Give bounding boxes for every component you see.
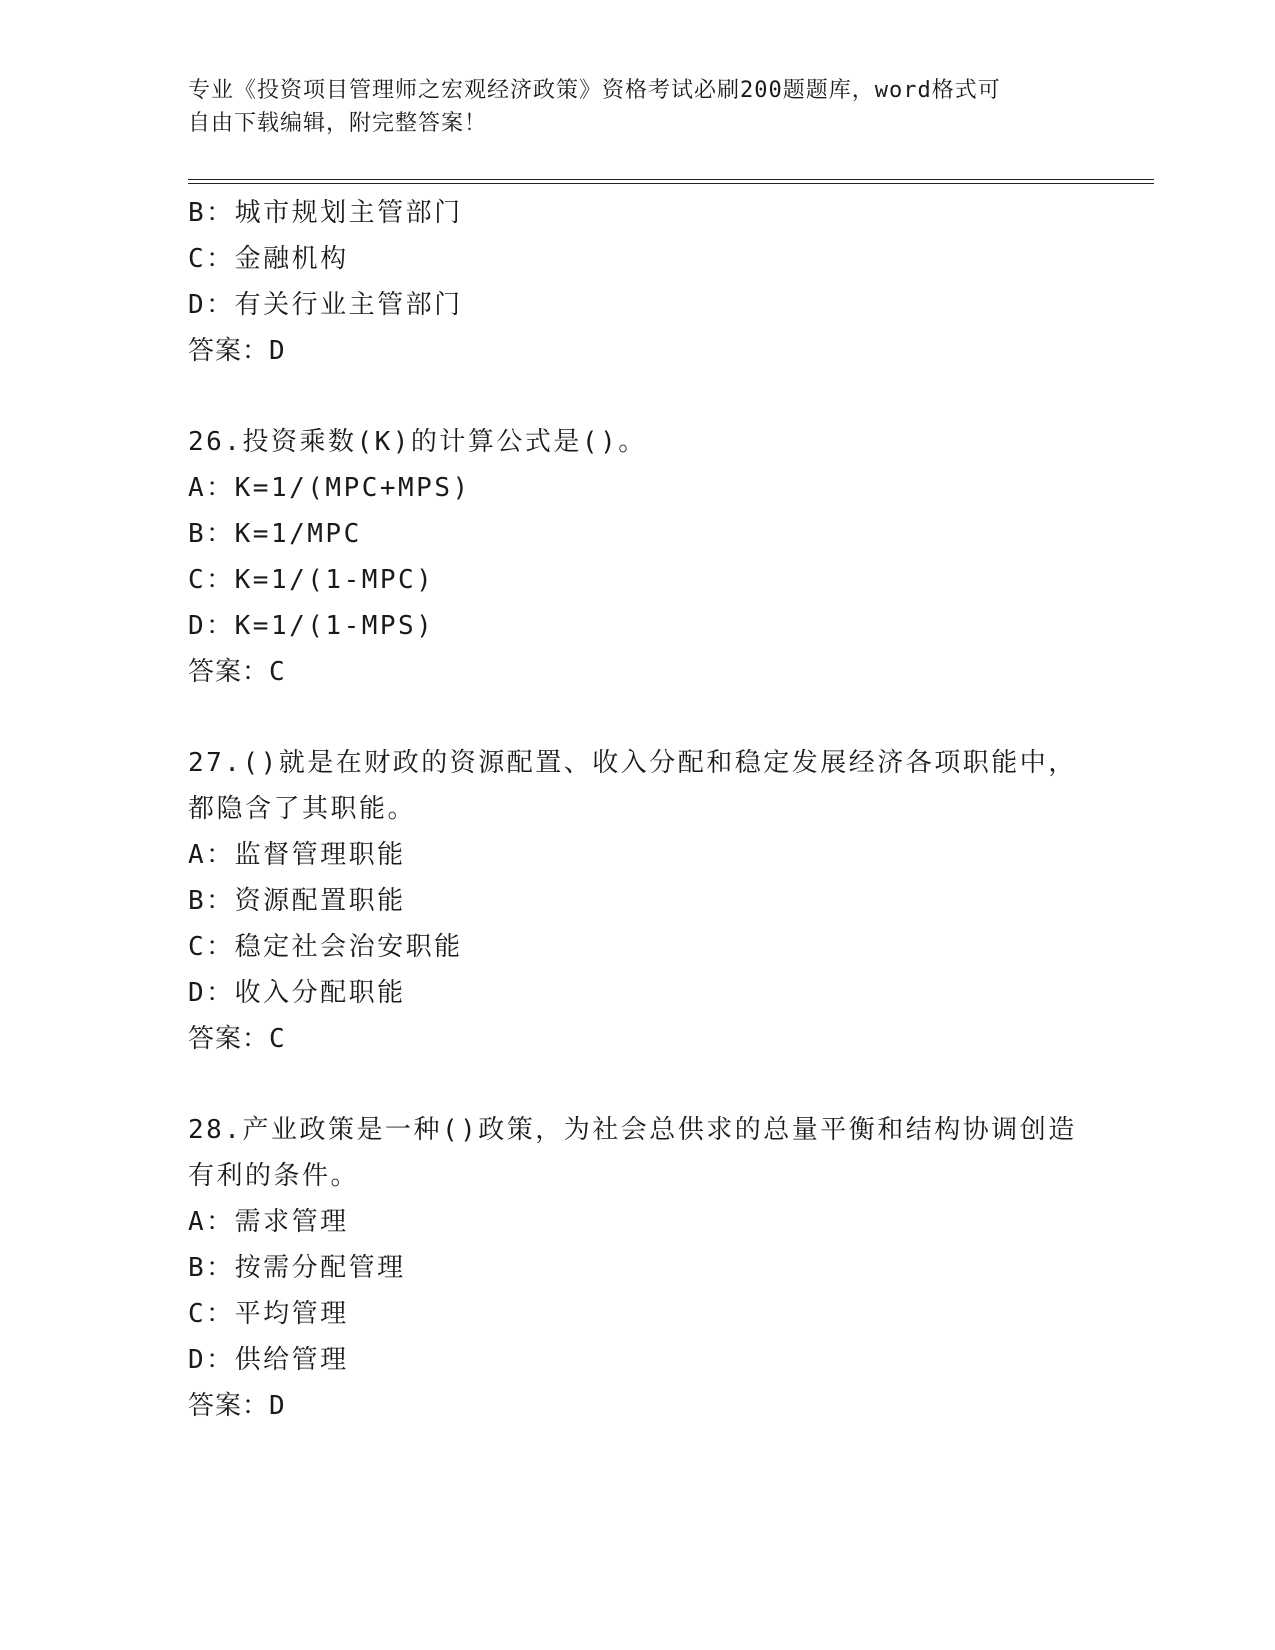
option-d: D：K=1/(1-MPS) bbox=[188, 611, 435, 641]
option-d: D：收入分配职能 bbox=[188, 978, 406, 1008]
header-title-line-2: 自由下载编辑，附完整答案！ bbox=[188, 111, 488, 136]
question-stem-line-2: 都隐含了其职能。 bbox=[188, 794, 417, 824]
header-divider-top bbox=[188, 179, 1154, 180]
document-header bbox=[188, 74, 1078, 140]
spacer bbox=[188, 1062, 1088, 1107]
question-block-26 bbox=[188, 419, 1088, 695]
option-c: C：平均管理 bbox=[188, 1299, 349, 1329]
answer-line: 答案：C bbox=[188, 657, 286, 687]
option-d: D：有关行业主管部门 bbox=[188, 290, 463, 320]
answer-line: 答案：C bbox=[188, 1024, 286, 1054]
option-b: B：K=1/MPC bbox=[188, 519, 362, 549]
spacer bbox=[188, 374, 1088, 419]
option-c: C：金融机构 bbox=[188, 244, 349, 274]
question-stem: 26.投资乘数(K)的计算公式是()。 bbox=[188, 427, 647, 457]
option-a: A：监督管理职能 bbox=[188, 840, 406, 870]
option-c: C：稳定社会治安职能 bbox=[188, 932, 463, 962]
header-title-line-1: 专业《投资项目管理师之宏观经济政策》资格考试必刷200题题库，word格式可 bbox=[188, 78, 1001, 103]
question-block-27 bbox=[188, 740, 1088, 1062]
answer-line: 答案：D bbox=[188, 336, 286, 366]
spacer bbox=[188, 695, 1088, 740]
option-a: A：需求管理 bbox=[188, 1207, 349, 1237]
question-block-25 bbox=[188, 190, 1088, 374]
question-stem-line-2: 有利的条件。 bbox=[188, 1161, 360, 1191]
answer-line: 答案：D bbox=[188, 1391, 286, 1421]
question-stem-line-1: 28.产业政策是一种()政策，为社会总供求的总量平衡和结构协调创造 bbox=[188, 1115, 1077, 1145]
option-b: B：资源配置职能 bbox=[188, 886, 406, 916]
question-stem-line-1: 27.()就是在财政的资源配置、收入分配和稳定发展经济各项职能中， bbox=[188, 748, 1077, 778]
option-b: B：按需分配管理 bbox=[188, 1253, 406, 1283]
option-b: B：城市规划主管部门 bbox=[188, 198, 463, 228]
option-d: D：供给管理 bbox=[188, 1345, 349, 1375]
header-divider-bottom bbox=[188, 183, 1154, 184]
option-a: A：K=1/(MPC+MPS) bbox=[188, 473, 471, 503]
question-list bbox=[188, 190, 1088, 1429]
option-c: C：K=1/(1-MPC) bbox=[188, 565, 435, 595]
question-block-28 bbox=[188, 1107, 1088, 1429]
